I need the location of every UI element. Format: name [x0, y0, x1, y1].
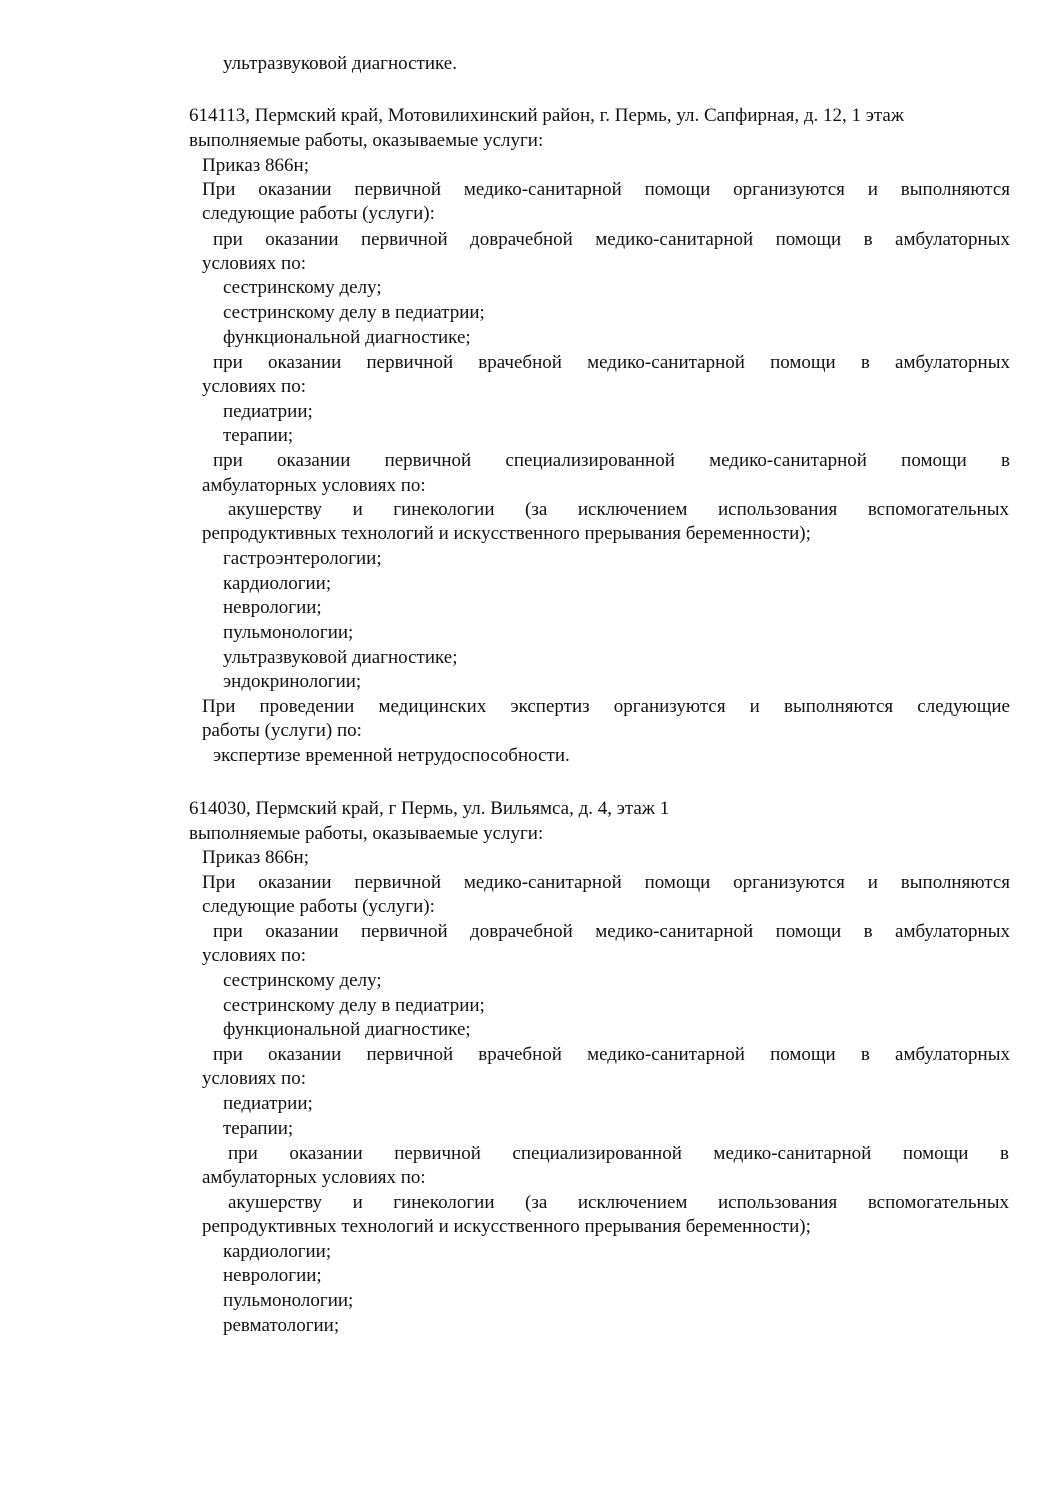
paragraph-line: работы (услуги) по: [202, 720, 362, 741]
list-item: неврологии; [223, 1265, 322, 1286]
list-item: эндокринологии; [223, 671, 362, 692]
list-item: педиатрии; [223, 401, 313, 422]
paragraph-line: при оказании первичной врачебной медико-санитарной помощи в амбулаторных [213, 1044, 1010, 1065]
paragraph-line: При оказании первичной медико-санитарной помощи организуются и выполняются [202, 872, 1010, 893]
paragraph-line: при оказании первичной доврачебной медико-санитарной помощи в амбулаторных [213, 921, 1010, 942]
paragraph-line: условиях по: [202, 253, 306, 274]
paragraph-line: амбулаторных условиях по: [202, 1167, 426, 1188]
paragraph-line: при оказании первичной специализированной медико-санитарной помощи в [213, 450, 1010, 471]
section-address: 614113, Пермский край, Мотовилихинский район, г. Пермь, ул. Сапфирная, д. 12, 1 этаж [189, 105, 904, 126]
list-item: пульмонологии; [223, 622, 354, 643]
paragraph-line: следующие работы (услуги): [202, 203, 435, 224]
list-item: терапии; [223, 425, 294, 446]
list-item: гастроэнтерологии; [223, 548, 382, 569]
list-item: экспертизе временной нетрудоспособности. [213, 745, 570, 766]
list-item: сестринскому делу в педиатрии; [223, 302, 485, 323]
list-item: сестринскому делу; [223, 277, 382, 298]
list-item: кардиологии; [223, 573, 332, 594]
paragraph-line: при оказании первичной врачебной медико-санитарной помощи в амбулаторных [213, 352, 1010, 373]
paragraph-line: При проведении медицинских экспертиз организуются и выполняются следующие [202, 696, 1010, 717]
list-item: педиатрии; [223, 1093, 313, 1114]
paragraph-line: репродуктивных технологий и искусственного прерывания беременности); [202, 1216, 811, 1237]
paragraph-line: условиях по: [202, 945, 306, 966]
services-heading: выполняемые работы, оказываемые услуги: [189, 130, 544, 151]
paragraph-line: при оказании первичной доврачебной медико-санитарной помощи в амбулаторных [213, 229, 1010, 250]
paragraph-line: условиях по: [202, 1068, 306, 1089]
paragraph-line: условиях по: [202, 376, 306, 397]
list-item: ультразвуковой диагностике. [223, 53, 457, 74]
paragraph-line: следующие работы (услуги): [202, 896, 435, 917]
list-item: терапии; [223, 1118, 294, 1139]
order-reference: Приказ 866н; [202, 155, 309, 176]
services-heading: выполняемые работы, оказываемые услуги: [189, 823, 544, 844]
list-item: ультразвуковой диагностике; [223, 647, 458, 668]
list-item: функциональной диагностике; [223, 327, 471, 348]
list-item: пульмонологии; [223, 1290, 354, 1311]
paragraph-line: При оказании первичной медико-санитарной помощи организуются и выполняются [202, 179, 1010, 200]
paragraph-line: акушерству и гинекологии (за исключением использования вспомогательных [228, 1192, 1009, 1213]
paragraph-line: амбулаторных условиях по: [202, 475, 426, 496]
list-item: кардиологии; [223, 1241, 332, 1262]
paragraph-line: при оказании первичной специализированной медико-санитарной помощи в [228, 1143, 1009, 1164]
list-item: функциональной диагностике; [223, 1019, 471, 1040]
list-item: сестринскому делу в педиатрии; [223, 995, 485, 1016]
paragraph-line: акушерству и гинекологии (за исключением использования вспомогательных [228, 499, 1009, 520]
list-item: ревматологии; [223, 1315, 340, 1336]
order-reference: Приказ 866н; [202, 847, 309, 868]
list-item: неврологии; [223, 597, 322, 618]
list-item: сестринскому делу; [223, 970, 382, 991]
section-address: 614030, Пермский край, г Пермь, ул. Вильямса, д. 4, этаж 1 [189, 798, 670, 819]
paragraph-line: репродуктивных технологий и искусственного прерывания беременности); [202, 523, 811, 544]
